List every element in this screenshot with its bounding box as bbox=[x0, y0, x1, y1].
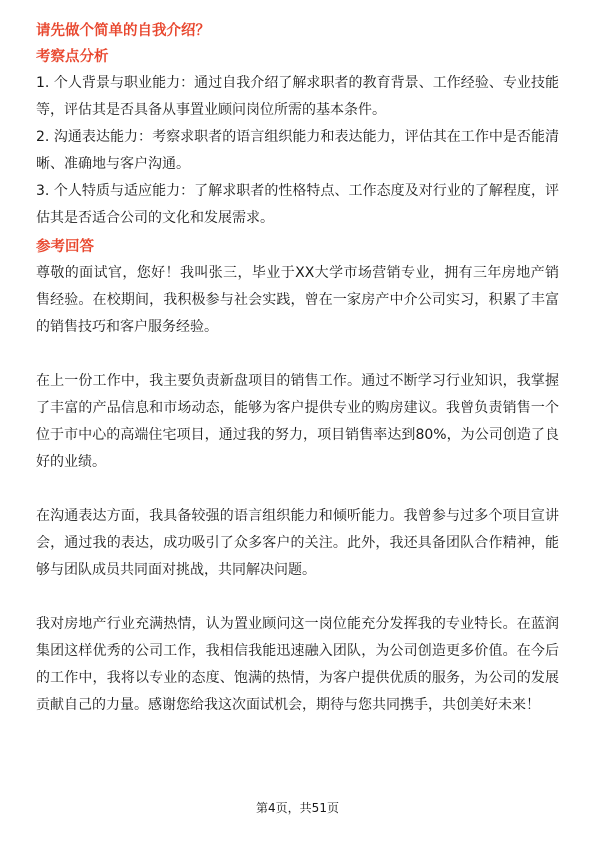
answer-paragraph: 在上一份工作中，我主要负责新盘项目的销售工作。通过不断学习行业知识，我掌握了丰富的产品信息和市场动态，能够为客户提供专业的购房建议。我曾负责销售一个位于市中心的高端住宅项目，通过我的努力，项目销售率达到80%，为公司创造了良好的业绩。 bbox=[36, 373, 559, 470]
answer-paragraph-block bbox=[36, 260, 559, 341]
answer-paragraph: 在沟通表达方面，我具备较强的语言组织能力和倾听能力。我曾参与过多个项目宣讲会，通过我的表达，成功吸引了众多客户的关注。此外，我还具备团队合作精神，能够与团队成员共同面对挑战，共同解决问题。 bbox=[36, 508, 559, 578]
answer-paragraph-block bbox=[36, 503, 559, 584]
question-title: 请先做个简单的自我介绍？ bbox=[36, 23, 210, 39]
analysis-item: 3. 个人特质与适应能力：了解求职者的性格特点、工作态度及对行业的了解程度，评估其是否适合公司的文化和发展需求。 bbox=[36, 183, 559, 226]
analysis-item: 2. 沟通表达能力：考察求职者的语言组织能力和表达能力，评估其在工作中是否能清晰、准确地与客户沟通。 bbox=[36, 129, 559, 172]
analysis-list bbox=[36, 70, 559, 232]
page-footer: 第4页，共51页 bbox=[256, 801, 339, 815]
analysis-item: 1. 个人背景与职业能力：通过自我介绍了解求职者的教育背景、工作经验、专业技能等，评估其是否具备从事置业顾问岗位所需的基本条件。 bbox=[36, 75, 559, 118]
answer-paragraph-block bbox=[36, 611, 559, 719]
answer-heading: 参考回答 bbox=[36, 239, 94, 255]
analysis-heading: 考察点分析 bbox=[36, 49, 109, 65]
answer-paragraph-block bbox=[36, 368, 559, 476]
answer-paragraph: 我对房地产行业充满热情，认为置业顾问这一岗位能充分发挥我的专业特长。在蓝润集团这样优秀的公司工作，我相信我能迅速融入团队，为公司创造更多价值。在今后的工作中，我将以专业的态度、饱满的热情，为客户提供优质的服务，为公司的发展贡献自己的力量。感谢您给我这次面试机会，期待与您共同携手，共创美好未来！ bbox=[36, 616, 559, 713]
document-page bbox=[36, 20, 559, 719]
answer-paragraph: 尊敬的面试官，您好！我叫张三，毕业于XX大学市场营销专业，拥有三年房地产销售经验。在校期间，我积极参与社会实践，曾在一家房产中介公司实习，积累了丰富的销售技巧和客户服务经验。 bbox=[36, 265, 559, 335]
